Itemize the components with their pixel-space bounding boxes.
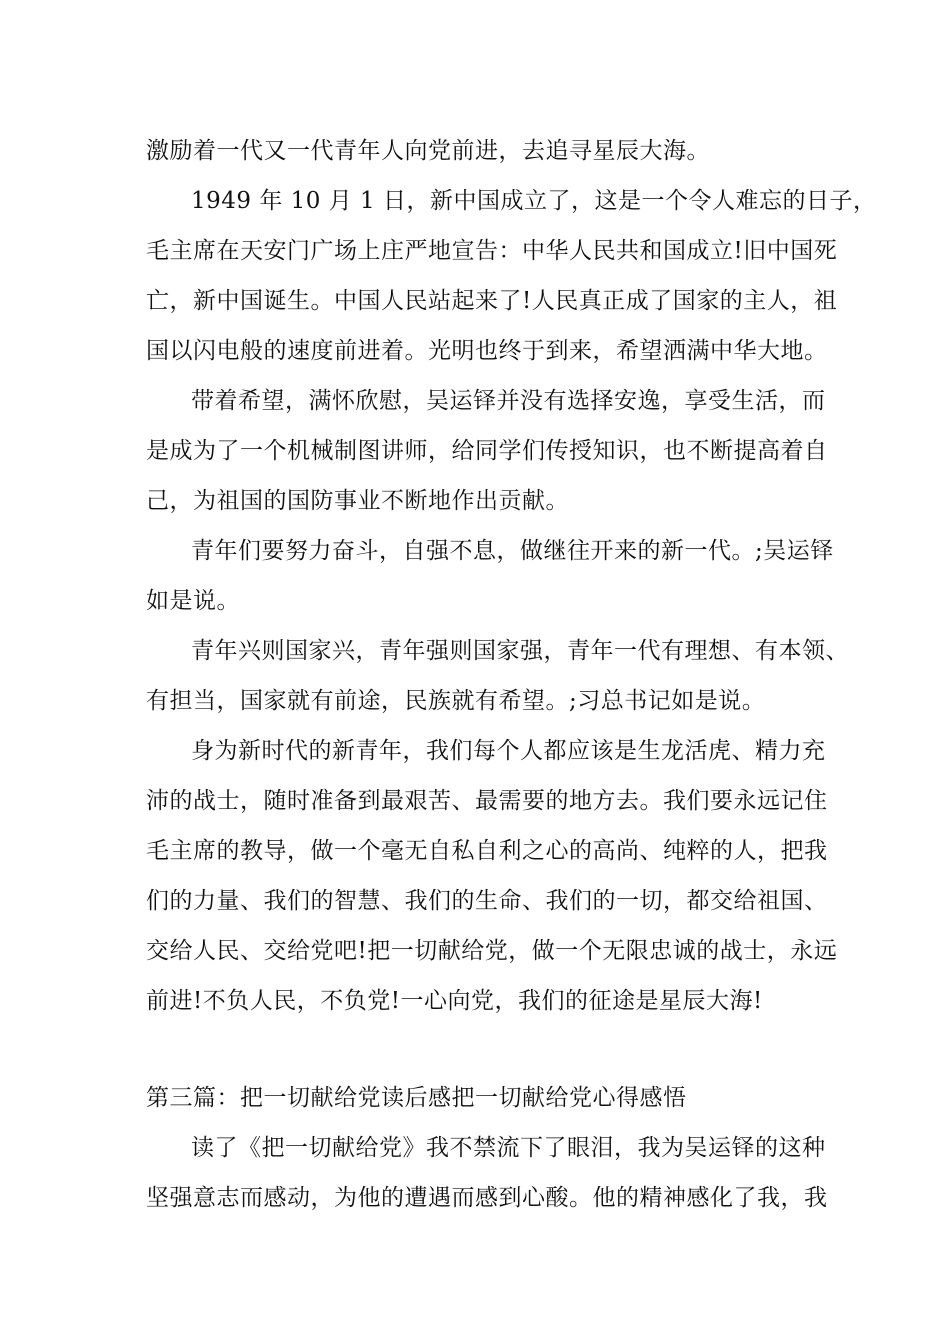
- text-line: 青年兴则国家兴，青年强则国家强，青年一代有理想、有本领、: [191, 638, 849, 664]
- text-line: 前进!不负人民，不负党!一心向党，我们的征途是星辰大海!: [146, 988, 763, 1014]
- text-line: 青年们要努力奋斗，自强不息，做继往开来的新一代。;吴运铎: [191, 538, 834, 564]
- text-line: 读了《把一切献给党》我不禁流下了眼泪，我为吴运铎的这种: [191, 1135, 826, 1161]
- text-line: 激励着一代又一代青年人向党前进，去追寻星辰大海。: [146, 138, 710, 164]
- text-line: 交给人民、交给党吧!把一切献给党，做一个无限忠诚的战士，永远: [146, 938, 838, 964]
- text-line: 坚强意志而感动，为他的遭遇而感到心酸。他的精神感化了我，我: [146, 1185, 828, 1211]
- text-line: 如是说。: [146, 588, 240, 614]
- text-line: 亡，新中国诞生。中国人民站起来了!人民真正成了国家的主人，祖: [146, 288, 838, 314]
- text-line: 带着希望，满怀欣慰，吴运铎并没有选择安逸，享受生活，而: [191, 388, 826, 414]
- text-line: 国以闪电般的速度前进着。光明也终于到来，希望洒满中华大地。: [146, 338, 828, 364]
- text-line: 身为新时代的新青年，我们每个人都应该是生龙活虎、精力充: [191, 738, 826, 764]
- text-line: 是成为了一个机械制图讲师，给同学们传授知识，也不断提高着自: [146, 438, 828, 464]
- text-line: 有担当，国家就有前途，民族就有希望。;习总书记如是说。: [146, 688, 766, 714]
- text-line: 己，为祖国的国防事业不断地作出贡献。: [146, 488, 569, 514]
- section-heading: 第三篇：把一切献给党读后感把一切献给党心得感悟: [146, 1085, 687, 1111]
- text-line: 1949 年 10 月 1 日，新中国成立了，这是一个令人难忘的日子，: [191, 188, 877, 214]
- text-line: 沛的战士，随时准备到最艰苦、最需要的地方去。我们要永远记住: [146, 788, 828, 814]
- text-line: 毛主席在天安门广场上庄严地宣告：中华人民共和国成立!旧中国死: [146, 238, 838, 264]
- text-line: 毛主席的教导，做一个毫无自私自利之心的高尚、纯粹的人，把我: [146, 838, 828, 864]
- text-line: 们的力量、我们的智慧、我们的生命、我们的一切，都交给祖国、: [146, 888, 828, 914]
